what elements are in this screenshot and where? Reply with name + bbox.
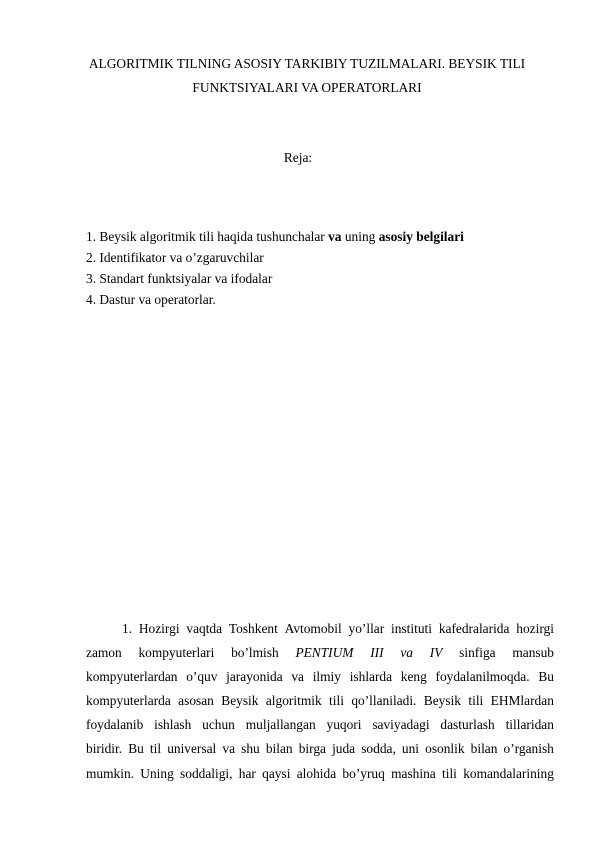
body-word: kompyuterlarda: [86, 693, 171, 709]
plan-item-1: [86, 226, 556, 247]
body-word: har: [238, 765, 256, 781]
body-word: mumkin.: [86, 765, 134, 781]
body-word: Hozirgi: [138, 621, 180, 636]
body-word: mashina: [391, 765, 436, 781]
body-word: vaqtda: [186, 621, 223, 636]
body-word: yo’llar: [348, 621, 385, 636]
body-word: birga: [298, 741, 326, 757]
body-word: EHMlardan: [490, 693, 554, 709]
body-word: universal: [167, 741, 217, 757]
body-word: saviyadagi: [372, 717, 430, 733]
body-line-7: [86, 762, 554, 786]
body-word: Beysik: [423, 693, 461, 709]
title-line-2: FUNKTSIYALARI VA OPERATORLARI: [192, 80, 422, 95]
body-word: tillaridan: [505, 717, 554, 733]
plan-heading: Reja:: [283, 150, 313, 165]
body-word: keng: [400, 669, 427, 685]
plan-item-2: 2. Identifikator va o’zgaruvchilar: [86, 250, 264, 265]
body-word: jarayonida: [226, 669, 283, 685]
body-word: ishlash: [154, 717, 192, 733]
plan-item-1-middle: uning: [341, 229, 379, 244]
body-word: sodda,: [361, 741, 396, 757]
body-word: o’quv: [186, 669, 218, 685]
body-word: yuqori: [326, 717, 362, 733]
body-word: Toshkent: [228, 621, 278, 636]
body-word: va: [222, 741, 236, 757]
body-line-1: [86, 617, 554, 641]
body-word: kafedralarida: [438, 621, 510, 636]
body-word: va: [291, 669, 304, 685]
body-word: algoritmik: [265, 693, 322, 709]
body-word: Bu: [128, 741, 144, 757]
body-line-3: [86, 665, 554, 689]
body-word: alohida: [296, 765, 337, 781]
body-word: til: [149, 741, 162, 757]
document-title: [60, 52, 554, 100]
body-word: tili: [468, 693, 484, 709]
body-word: bo’lmish: [231, 645, 279, 661]
body-word: juda: [332, 741, 356, 757]
title-line-1: ALGORITMIK TILNING ASOSIY TARKIBIY TUZILMALARI. BEYSIK TILI: [88, 56, 526, 71]
body-word: foydalanilmoqda.: [435, 669, 530, 685]
body-word: kompyuterlari: [138, 645, 215, 661]
body-word: Avtomobil: [284, 621, 342, 636]
body-word: ilmiy: [312, 669, 341, 685]
body-word: dasturlash: [440, 717, 495, 733]
body-word: bilan: [265, 741, 293, 757]
body-paragraph: [86, 617, 554, 786]
body-word: biridir.: [86, 741, 123, 757]
body-word: zamon: [86, 645, 122, 661]
body-word: osonlik: [425, 741, 465, 757]
body-word: soddaligi,: [180, 765, 233, 781]
body-word: Beysik: [221, 693, 259, 709]
body-word: qaysi: [262, 765, 291, 781]
body-line-2: [86, 641, 554, 665]
body-word: IV: [429, 645, 443, 661]
plan-item-4: 4. Dastur va operatorlar.: [86, 292, 216, 307]
body-word: bilan: [470, 741, 498, 757]
body-line-6: [86, 737, 554, 761]
body-word: PENTIUM: [295, 645, 354, 661]
plan-item-1-bold-va: va: [328, 229, 342, 244]
body-word: uni: [401, 741, 420, 757]
body-word: sinfiga: [459, 645, 496, 661]
body-line-4: [86, 689, 554, 713]
body-word: uchun: [202, 717, 235, 733]
body-word: shu: [241, 741, 260, 757]
plan-item-1-bold-belgilari: asosiy belgilari: [378, 229, 464, 244]
body-word: hozirgi: [516, 621, 554, 636]
body-word: instituti: [391, 621, 432, 636]
body-line-5: [86, 713, 554, 737]
body-word: va: [400, 645, 413, 661]
body-word: ishlarda: [349, 669, 393, 685]
plan-item-1-text: 1. Beysik algoritmik tili haqida tushunchalar: [86, 229, 329, 244]
body-word: bo’yruq: [342, 765, 385, 781]
plan-list: [86, 226, 556, 310]
body-word: asosan: [178, 693, 214, 709]
body-word: muljallangan: [245, 717, 316, 733]
body-word: Bu: [538, 669, 554, 685]
body-word: tili: [442, 765, 457, 781]
body-word: 1.: [122, 621, 133, 636]
body-word: mansub: [512, 645, 554, 661]
body-word: foydalanib: [86, 717, 144, 733]
body-word: kompyuterlardan: [86, 669, 178, 685]
body-word: komandalarining: [463, 765, 554, 781]
body-word: o’rganish: [503, 741, 554, 757]
body-word: III: [370, 645, 384, 661]
body-word: qo’llaniladi.: [351, 693, 417, 709]
body-word: tili: [329, 693, 344, 709]
plan-item-3: 3. Standart funktsiyalar va ifodalar: [86, 271, 273, 286]
body-word: Uning: [140, 765, 174, 781]
